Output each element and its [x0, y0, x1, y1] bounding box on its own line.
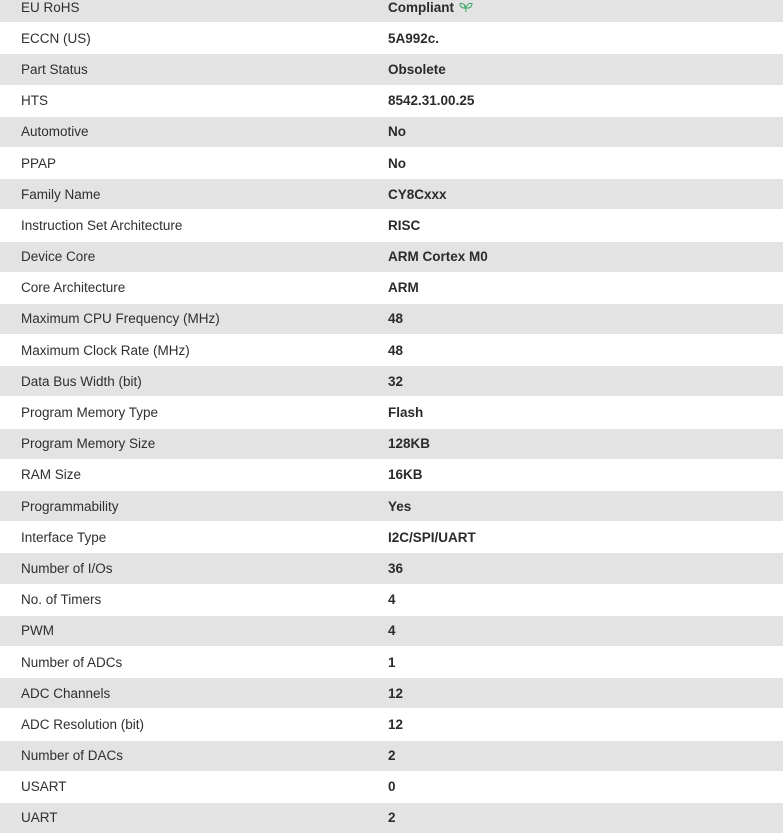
spec-value-text: ARM Cortex M0 [388, 249, 488, 265]
spec-value-text: No [388, 155, 406, 171]
spec-label: Program Memory Size [21, 436, 156, 452]
spec-label: PWM [21, 623, 54, 639]
spec-value [388, 405, 783, 420]
spec-value [388, 156, 783, 171]
spec-value-text: 2 [388, 810, 396, 826]
spec-value [388, 530, 783, 545]
spec-value-text: I2C/SPI/UART [388, 529, 476, 545]
spec-value [388, 374, 783, 389]
spec-value [388, 187, 783, 202]
spec-row [0, 678, 783, 709]
spec-value [388, 499, 783, 514]
spec-value [388, 561, 783, 576]
spec-label: Part Status [21, 61, 88, 77]
spec-label: PPAP [21, 155, 57, 171]
spec-row [0, 709, 783, 740]
spec-value [388, 31, 783, 46]
spec-value [388, 280, 783, 295]
spec-value-text: 5A992c. [388, 30, 440, 46]
spec-value-text: 36 [388, 560, 404, 576]
spec-row [0, 491, 783, 522]
spec-label: EU RoHS [21, 0, 80, 15]
spec-row [0, 304, 783, 335]
spec-label: No. of Timers [21, 592, 102, 608]
spec-value-text: 12 [388, 685, 404, 701]
spec-label: Family Name [21, 186, 101, 202]
spec-label: Maximum Clock Rate (MHz) [21, 342, 190, 358]
spec-value-text: 4 [388, 623, 396, 639]
spec-value [388, 249, 783, 264]
spec-value-text: 48 [388, 342, 404, 358]
spec-label: Core Architecture [21, 280, 126, 296]
spec-label: ADC Resolution (bit) [21, 716, 145, 732]
spec-value [388, 0, 783, 15]
spec-label: Number of DACs [21, 748, 124, 764]
spec-value [388, 686, 783, 701]
spec-row [0, 179, 783, 210]
spec-value-text: 4 [388, 592, 396, 608]
spec-row [0, 522, 783, 553]
spec-value-text: 2 [388, 748, 396, 764]
spec-row [0, 803, 783, 834]
spec-value [388, 311, 783, 326]
spec-label: Device Core [21, 249, 96, 265]
spec-value [388, 623, 783, 638]
spec-value [388, 93, 783, 108]
spec-value [388, 779, 783, 794]
spec-row [0, 335, 783, 366]
spec-row [0, 429, 783, 460]
spec-row [0, 460, 783, 491]
spec-row [0, 242, 783, 273]
spec-row [0, 366, 783, 397]
spec-value-text: 1 [388, 654, 396, 670]
spec-value [388, 218, 783, 233]
spec-label: Automotive [21, 124, 89, 140]
spec-label: HTS [21, 93, 48, 109]
spec-value [388, 436, 783, 451]
spec-value-text: ARM [388, 280, 419, 296]
spec-row [0, 86, 783, 117]
spec-value-text: 32 [388, 373, 404, 389]
spec-value [388, 810, 783, 825]
spec-label: Program Memory Type [21, 405, 159, 421]
spec-row [0, 0, 783, 23]
spec-value [388, 655, 783, 670]
spec-label: Number of ADCs [21, 654, 123, 670]
spec-row [0, 148, 783, 179]
spec-value [388, 717, 783, 732]
spec-row [0, 772, 783, 803]
spec-value-text: 16KB [388, 467, 423, 483]
spec-row [0, 54, 783, 85]
spec-value-text: CY8Cxxx [388, 186, 447, 202]
spec-row [0, 553, 783, 584]
spec-value-text: Compliant [388, 0, 454, 15]
spec-label: RAM Size [21, 467, 82, 483]
spec-value-text: 0 [388, 779, 396, 795]
spec-label: Maximum CPU Frequency (MHz) [21, 311, 220, 327]
spec-label: UART [21, 810, 58, 826]
spec-value-text: 128KB [388, 436, 431, 452]
spec-label: Number of I/Os [21, 560, 113, 576]
spec-value-text: Obsolete [388, 61, 446, 77]
spec-label: Data Bus Width (bit) [21, 373, 142, 389]
spec-row [0, 616, 783, 647]
spec-label: Instruction Set Architecture [21, 217, 183, 233]
spec-row [0, 741, 783, 772]
spec-value-text: 8542.31.00.25 [388, 93, 475, 109]
spec-row [0, 117, 783, 148]
spec-row [0, 397, 783, 428]
spec-row [0, 585, 783, 616]
spec-value-text: Flash [388, 405, 424, 421]
spec-value-text: No [388, 124, 406, 140]
spec-value-text: RISC [388, 217, 421, 233]
spec-value [388, 124, 783, 139]
spec-row [0, 647, 783, 678]
leaf-icon [459, 1, 473, 13]
spec-row [0, 210, 783, 241]
spec-row [0, 273, 783, 304]
spec-value [388, 343, 783, 358]
spec-value [388, 592, 783, 607]
spec-row [0, 23, 783, 54]
spec-label: USART [21, 779, 67, 795]
spec-value-text: 12 [388, 716, 404, 732]
spec-label: Interface Type [21, 529, 107, 545]
spec-label: ADC Channels [21, 685, 111, 701]
spec-value [388, 62, 783, 77]
spec-value [388, 467, 783, 482]
spec-value [388, 748, 783, 763]
spec-value-text: Yes [388, 498, 412, 514]
spec-value-text: 48 [388, 311, 404, 327]
spec-label: Programmability [21, 498, 119, 514]
spec-label: ECCN (US) [21, 30, 91, 46]
